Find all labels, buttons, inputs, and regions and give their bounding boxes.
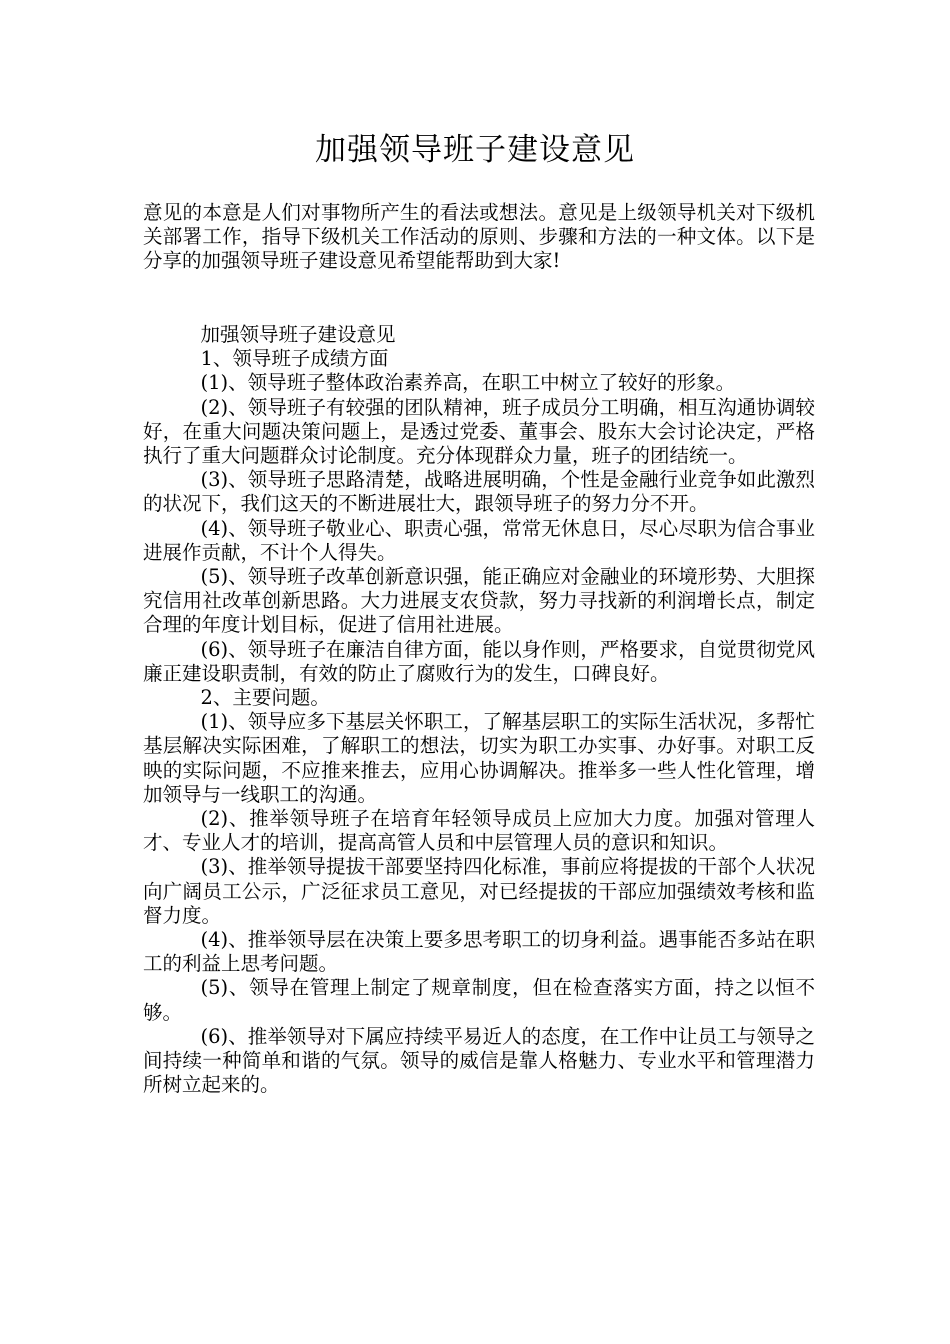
section-2-item: (6)、推举领导对下属应持续平易近人的态度，在工作中让员工与领导之间持续一种简单和谐的气氛。领导的威信是靠人格魅力、专业水平和管理潜力所树立起来的。 bbox=[143, 1024, 815, 1097]
section-2-item: (4)、推举领导层在决策上要多思考职工的切身利益。遇事能否多站在职工的利益上思考问题。 bbox=[143, 928, 815, 976]
section-1-heading: 1、领导班子成绩方面 bbox=[200, 347, 389, 371]
section-1-item: (1)、领导班子整体政治素养高，在职工中树立了较好的形象。 bbox=[200, 371, 736, 395]
document-body bbox=[143, 323, 815, 1098]
section-2-item: (1)、领导应多下基层关怀职工，了解基层职工的实际生活状况，多帮忙基层解决实际困难，了解职工的想法，切实为职工办实事、办好事。对职工反映的实际问题，不应推来推去，应用心协调解决。推举多一些人性化管理，增加领导与一线职工的沟通。 bbox=[143, 710, 815, 806]
section-1-item: (6)、领导班子在廉洁自律方面，能以身作则，严格要求，自觉贯彻党风廉正建设职责制，有效的防止了腐败行为的发生，口碑良好。 bbox=[143, 637, 815, 685]
section-2-item: (5)、领导在管理上制定了规章制度，但在检查落实方面，持之以恒不够。 bbox=[143, 976, 815, 1024]
document-title: 加强领导班子建设意见 bbox=[315, 132, 635, 168]
section-1-item: (5)、领导班子改革创新意识强，能正确应对金融业的环境形势、大胆探究信用社改革创新思路。大力进展支农贷款，努力寻找新的利润增长点，制定合理的年度计划目标，促进了信用社进展。 bbox=[143, 565, 815, 637]
section-2-item: (3)、推举领导提拔干部要坚持四化标准，事前应将提拔的干部个人状况向广阔员工公示，广泛征求员工意见，对已经提拔的干部应加强绩效考核和监督力度。 bbox=[143, 855, 815, 927]
intro-paragraph: 意见的本意是人们对事物所产生的看法或想法。意见是上级领导机关对下级机关部署工作，指导下级机关工作活动的原则、步骤和方法的一种文体。以下是分享的加强领导班子建设意见希望能帮助到大家! bbox=[143, 201, 815, 273]
section-2-item: (2)、推举领导班子在培育年轻领导成员上应加大力度。加强对管理人才、专业人才的培训，提高高管人员和中层管理人员的意识和知识。 bbox=[143, 807, 815, 855]
section-1-item: (2)、领导班子有较强的团队精神，班子成员分工明确，相互沟通协调较好，在重大问题决策问题上，是透过党委、董事会、股东大会讨论决定，严格执行了重大问题群众讨论制度。充分体现群众力量，班子的团结统一。 bbox=[143, 395, 815, 468]
subtitle: 加强领导班子建设意见 bbox=[200, 323, 396, 346]
section-1-item: (4)、领导班子敬业心、职责心强，常常无休息日，尽心尽职为信合事业进展作贡献，不计个人得失。 bbox=[143, 516, 815, 564]
section-2-heading: 2、主要问题。 bbox=[200, 686, 330, 710]
section-1-item: (3)、领导班子思路清楚，战略进展明确，个性是金融行业竞争如此激烈的状况下，我们这天的不断进展壮大，跟领导班子的努力分不开。 bbox=[143, 468, 815, 516]
